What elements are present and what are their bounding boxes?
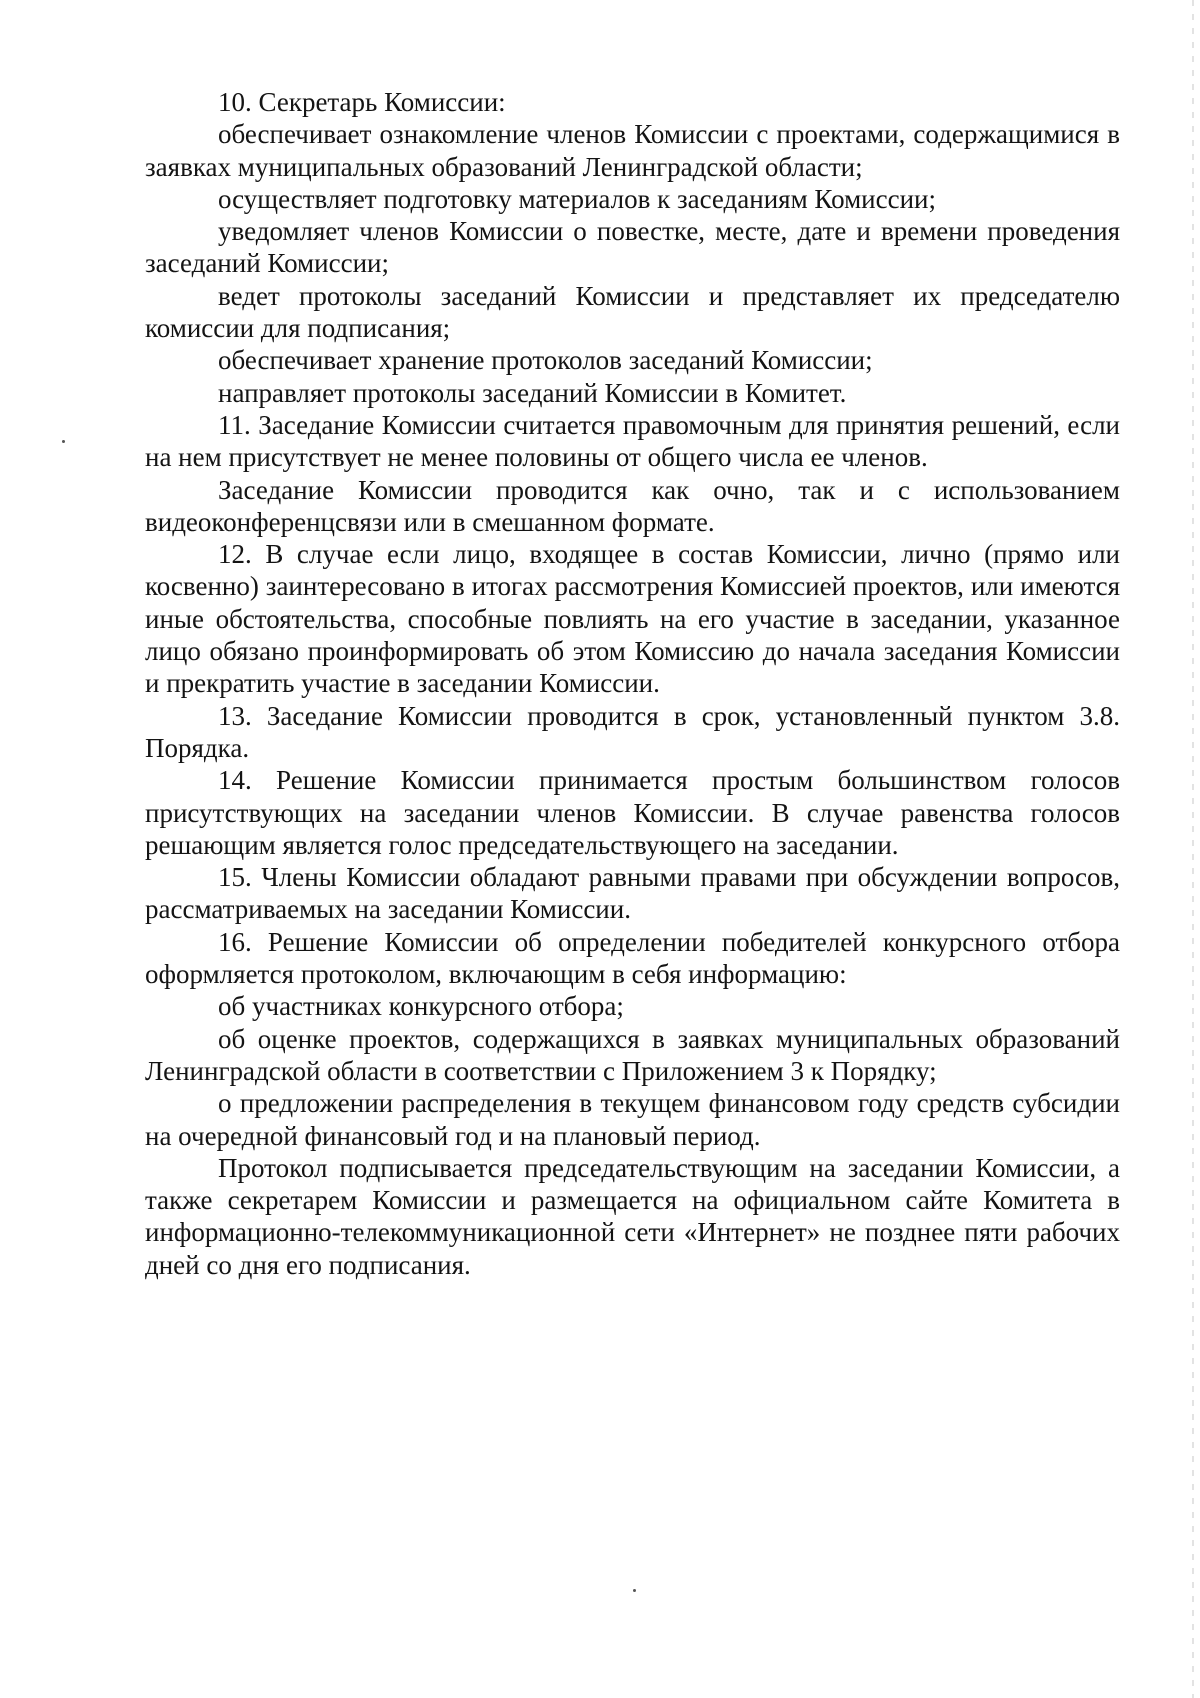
paragraph-16: 16. Решение Комиссии об определении победителей конкурсного отбора оформляется протоколом, включающим в себя информацию: bbox=[145, 926, 1120, 990]
paragraph-13: 13. Заседание Комиссии проводится в срок, установленный пунктом 3.8. Порядка. bbox=[145, 700, 1120, 763]
paragraph-protocol: Протокол подписывается председательствующим на заседании Комиссии, а также секретарем Комиссии и размещается на официальном сайте Комитета в информационно-телекоммуникационной сети «Интернет» не позднее пяти рабочих дней со дня его подписания. bbox=[145, 1152, 1120, 1280]
paragraph-16-item-1: об участниках конкурсного отбора; bbox=[218, 991, 624, 1022]
scan-dot-bottom bbox=[633, 1589, 636, 1592]
paragraph-10-item-1: обеспечивает ознакомление членов Комиссии с проектами, содержащимися в заявках муниципальных образований Ленинградской области; bbox=[145, 119, 1120, 182]
paragraph-10-heading: 10. Секретарь Комиссии: bbox=[218, 87, 506, 117]
scan-dot-left bbox=[62, 440, 65, 443]
paragraph-10-item-2: осуществляет подготовку материалов к заседаниям Комиссии; bbox=[218, 183, 936, 214]
scan-edge-mark bbox=[1192, 0, 1194, 1698]
paragraph-10-item-4: ведет протоколы заседаний Комиссии и представляет их председателю комиссии для подписания; bbox=[145, 280, 1120, 344]
paragraph-10-item-5: обеспечивает хранение протоколов заседаний Комиссии; bbox=[218, 345, 873, 376]
paragraph-14: 14. Решение Комиссии принимается простым большинством голосов присутствующих на заседании членов Комиссии. В случае равенства голосов решающим является голос председательствующего на заседании. bbox=[145, 765, 1120, 860]
document-body bbox=[145, 86, 1120, 1281]
paragraph-12: 12. В случае если лицо, входящее в состав Комиссии, лично (прямо или косвенно) заинтересовано в итогах рассмотрения Комиссией проектов, или имеются иные обстоятельства, способные повлиять на его участие в заседании, указанное лицо обязано проинформировать об этом Комиссию до начала заседания Комиссии и прекратить участие в заседании Комиссии. bbox=[145, 539, 1120, 699]
paragraph-11: 11. Заседание Комиссии считается правомочным для принятия решений, если на нем присутствует не менее половины от общего числа ее членов. bbox=[145, 409, 1120, 473]
paragraph-10-item-6: направляет протоколы заседаний Комиссии в Комитет. bbox=[218, 377, 847, 408]
paragraph-11-continued: Заседание Комиссии проводится как очно, так и с использованием видеоконференцсвязи или в смешанном формате. bbox=[145, 474, 1120, 537]
paragraph-15: 15. Члены Комиссии обладают равными правами при обсуждении вопросов, рассматриваемых на заседании Комиссии. bbox=[145, 862, 1120, 925]
paragraph-16-item-3: о предложении распределения в текущем финансовом году средств субсидии на очередной финансовый год и на плановый период. bbox=[145, 1088, 1120, 1151]
paragraph-16-item-2: об оценке проектов, содержащихся в заявках муниципальных образований Ленинградской области в соответствии с Приложением 3 к Порядку; bbox=[145, 1023, 1120, 1086]
paragraph-10-item-3: уведомляет членов Комиссии о повестке, месте, дате и времени проведения заседаний Комиссии; bbox=[145, 216, 1120, 279]
